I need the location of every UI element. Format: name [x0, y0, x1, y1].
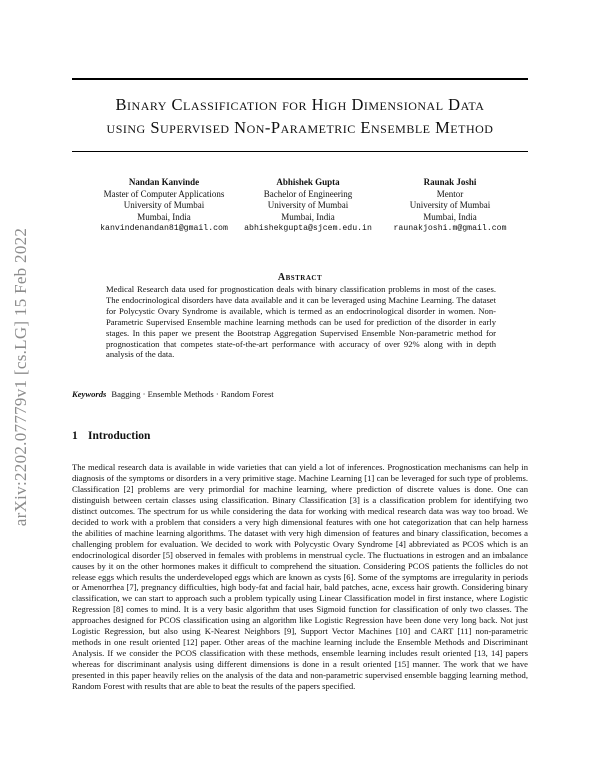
arxiv-identifier-text: arXiv:2202.07779v1 [cs.LG] 15 Feb 2022 — [11, 227, 30, 527]
author-name: Raunak Joshi — [423, 177, 477, 187]
author-location: Mumbai, India — [423, 211, 477, 222]
introduction-text: The medical research data is available in wide varieties that can yield a lot of inferences. Prognostication mechanisms can help in diagnosis of the symptoms or disorders in a very primitive stage. Machine Learning [1] can be leveraged for such type of problems. Classification [2] problems are very primordial for machine learning, where prediction of discrete values is done. One can distinguish between certain classes using classification. Binary Classification [3] is a classification problem for identifying two distinct outcomes. The spectrum for us while considering the data for working with medical research data was way too broad. We decided to work with a problem that considers a very high dimensional features with one hot categorization that can help harness the abilities of machine learning algorithms. The dataset with very high dimension of features and binary classification, becomes a challenging problem for evaluation. We decided to work with Polycystic Ovary Syndrome [4] abbreviated as PCOS which is an endocrinological disorder [5] observed in females with problems in menstrual cycle. The fluctuations in estrogen and an imbalance causes by it on the other hormones makes it difficult to comprehend the situation. Considering PCOS patients the follicles do not release eggs which results the underdeveloped eggs which are known as cysts [6]. Some of the symptoms are irregularity in periods or Amenorrhea [7], pregnancy difficulties, high body-fat and facial hair, bald patches, acne, excess hair growth. Considering binary classification, we can start to approach such a problem typically using Linear Classification model in first instance, where Logistic Regression [8] comes to mind. It is a very basic algorithm that uses Sigmoid function for classification of only two classes. The approaches designed for PCOS classification using an algorithm like Logistic Regression have been done very long back. Not just Logistic Regression, but also using K-Nearest Neighbors [9], Support Vector Machines [10] and CART [11] non-parametric methods in one result oriented [12] paper. Other areas of the machine learning include the Ensemble Methods and Discriminant Analysis. If we consider the PCOS classification with these methods, ensemble learning includes result oriented [13, 14] papers whereas for discriminant analysis using different dimensions is done in a result oriented [15] manner. The work that we have presented in this paper heavily relies on the analysis of the data and non-parametric supervised ensemble bagging learning method, Random Forest with results that are able to beat the results of the papers specified. — [72, 462, 528, 692]
arxiv-identifier — [4, 205, 38, 549]
abstract-heading: Abstract — [277, 272, 323, 283]
author-block-1 — [84, 177, 244, 235]
author-email[interactable]: raunakjoshi.m@gmail.com — [393, 224, 507, 234]
keywords-text: Bagging · Ensemble Methods · Random Forest — [111, 389, 274, 399]
keywords-line — [72, 389, 528, 399]
author-affiliation: University of Mumbai — [409, 200, 491, 211]
author-block-2 — [228, 177, 388, 235]
title-bottom-rule — [72, 151, 528, 152]
section-title: Introduction — [88, 430, 151, 442]
author-affiliation: University of Mumbai — [123, 200, 205, 211]
author-email[interactable]: kanvindenandan81@gmail.com — [100, 224, 228, 234]
author-location: Mumbai, India — [137, 211, 191, 222]
author-role: Master of Computer Applications — [103, 188, 225, 199]
title-top-rule — [72, 78, 528, 80]
keywords-label: Keywords — [72, 389, 107, 399]
paper-title-line-2: using Supervised Non-Parametric Ensemble Method — [106, 118, 494, 137]
author-block-3 — [370, 177, 530, 235]
abstract-text: Medical Research data used for prognostication deals with binary classification problems in most of the cases. The endocrinological disorders have data available and it can be leveraged using Machine Learning. The dataset for Polycystic Ovary Syndrome is available, which is termed as an endocrinological disorder in women. Non-Parametric Supervised Ensemble machine learning methods can be used for prediction of the disorder in early stages. In this paper we present the Bootstrap Aggregation Supervised Ensemble Non-parametric method for prognostication that competes state-of-the-art performance with accuracy of over 92% along with in depth analysis of the data. — [106, 284, 496, 360]
section-number: 1 — [72, 430, 78, 442]
author-email[interactable]: abhishekgupta@sjcem.edu.in — [244, 224, 372, 234]
author-name: Nandan Kanvinde — [128, 177, 200, 187]
author-role: Bachelor of Engineering — [263, 188, 353, 199]
author-name: Abhishek Gupta — [276, 177, 340, 187]
author-affiliation: University of Mumbai — [267, 200, 349, 211]
author-role: Mentor — [436, 188, 464, 199]
author-location: Mumbai, India — [281, 211, 335, 222]
paper-title-line-1: Binary Classification for High Dimensional Data — [115, 95, 485, 114]
paper-title — [72, 93, 528, 139]
section-heading — [72, 430, 150, 442]
